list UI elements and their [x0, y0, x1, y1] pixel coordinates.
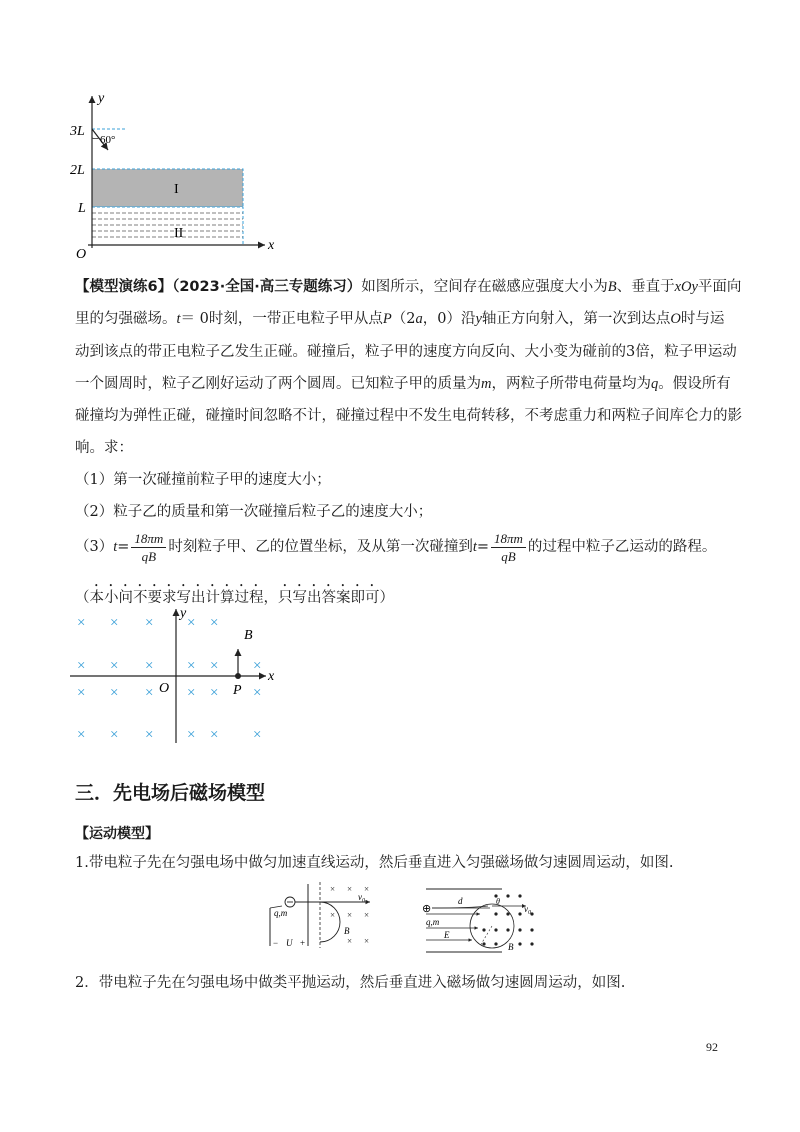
svg-text:×: ×: [210, 615, 219, 631]
svg-text:×: ×: [77, 658, 86, 674]
field-crosses: [77, 615, 261, 743]
svg-text:×: ×: [347, 884, 353, 894]
problem-line-5: 碰撞均为弹性正碰，碰撞时间忽略不计，碰撞过程中不发生电荷转移，不考虑重力和两粒子间库仑力的影: [75, 408, 742, 424]
fraction-time: $\frac{18\pi m}{qB}$: [131, 530, 166, 565]
region-one-label: I: [174, 182, 179, 197]
problem-source: （2023·全国·高三专题练习）: [172, 279, 362, 295]
label-2l: 2L: [70, 163, 85, 178]
svg-text:×: ×: [364, 910, 370, 920]
x-axis-label: x: [268, 238, 275, 253]
svg-text:×: ×: [110, 615, 119, 631]
field-e-label: E: [444, 930, 450, 940]
label-3l: 3L: [70, 124, 85, 139]
svg-text:×: ×: [110, 658, 119, 674]
origin-label: O: [76, 247, 87, 258]
question-1: （1）第一次碰撞前粒子甲的速度大小；: [75, 472, 331, 488]
question-3-note: （本小问不要求写出计算过程，只写出答案即可）: [75, 590, 394, 606]
point-p: [235, 673, 241, 679]
svg-text:×: ×: [210, 727, 219, 743]
svg-text:×: ×: [77, 685, 86, 701]
voltage-label: U: [286, 938, 293, 948]
y-axis-label: y: [98, 91, 105, 106]
figure-layered-field: [70, 88, 290, 258]
region-two-label: II: [174, 226, 184, 241]
svg-text:×: ×: [145, 615, 154, 631]
angle-label: θ: [496, 897, 500, 906]
section-subheading: 【运动模型】: [75, 826, 159, 842]
page-number: 92: [706, 1040, 718, 1054]
svg-text:×: ×: [187, 727, 196, 743]
svg-text:×: ×: [364, 884, 370, 894]
svg-text:×: ×: [347, 910, 353, 920]
section-heading: 三．先电场后磁场模型: [75, 782, 266, 804]
figure-magnetic-field: [70, 603, 285, 748]
svg-text:×: ×: [77, 615, 86, 631]
svg-text:+: +: [300, 938, 306, 948]
velocity-label: $v_0$: [358, 892, 365, 904]
svg-text:×: ×: [364, 936, 370, 946]
svg-text:×: ×: [210, 685, 219, 701]
point-p-label: P: [233, 683, 242, 698]
y-axis-label: y: [180, 606, 187, 621]
field-label: B: [244, 628, 253, 643]
svg-text:×: ×: [110, 727, 119, 743]
particle-icon: ⊕: [422, 903, 432, 915]
problem-line-2: 里的匀强磁场。t＝ 0时刻，一带正电粒子甲从点P（2a，0）沿y轴正方向射入，第一次到达点O时与运: [75, 311, 725, 327]
svg-text:×: ×: [347, 936, 353, 946]
particle-label: q,m: [426, 917, 440, 927]
svg-text:−: −: [273, 938, 279, 948]
svg-text:×: ×: [330, 884, 336, 894]
svg-text:×: ×: [110, 685, 119, 701]
particle-label: q,m: [274, 908, 288, 918]
problem-line-4: 一个圆周时，粒子乙刚好运动了两个圆周。已知粒子甲的质量为m，两粒子所带电荷量均为q。假设所有: [75, 376, 731, 392]
fraction-time-2: $\frac{18\pi m}{qB}$: [491, 530, 526, 565]
distance-label: d: [458, 896, 463, 906]
problem-line-6: 响。求：: [75, 440, 133, 456]
problem-tag: 【模型演练6】: [75, 279, 173, 295]
field-b-label: B: [508, 942, 514, 952]
svg-text:×: ×: [210, 658, 219, 674]
section-item-1: 1.带电粒子先在匀强电场中做匀加速直线运动，然后垂直进入匀强磁场做匀速圆周运动，如图.: [75, 855, 674, 871]
svg-text:×: ×: [253, 685, 262, 701]
question-2: （2）粒子乙的质量和第一次碰撞后粒子乙的速度大小；: [75, 504, 433, 520]
svg-text:×: ×: [187, 658, 196, 674]
velocity-label: $v_0$: [524, 904, 531, 916]
section-item-2: 2．带电粒子先在匀强电场中做类平抛运动，然后垂直进入磁场做匀速圆周运动，如图.: [75, 975, 626, 991]
svg-text:×: ×: [145, 727, 154, 743]
figure-accelerating-field: [260, 880, 385, 950]
svg-text:×: ×: [77, 727, 86, 743]
question-3: （3）t= $\frac{18\pi m}{qB}$ 时刻粒子甲、乙的位置坐标，及从第一次碰撞到t= $\frac{18\pi m}{qB}$ 的过程中粒子乙运动的路程。: [75, 530, 717, 564]
origin-label: O: [159, 681, 170, 696]
svg-text:×: ×: [187, 615, 196, 631]
region-one: [92, 169, 243, 207]
svg-text:×: ×: [253, 658, 262, 674]
problem-line-1: 【模型演练6】（2023·全国·高三专题练习）如图所示，空间存在磁感应强度大小为B、垂直于xOy平面向: [75, 279, 742, 295]
angle-label: 60°: [100, 134, 116, 146]
field-label: B: [344, 926, 350, 936]
svg-text:×: ×: [253, 727, 262, 743]
problem-line-3: 动到该点的带正电粒子乙发生正碰。碰撞后，粒子甲的速度方向反向、大小变为碰前的3倍，粒子甲运动: [75, 344, 737, 360]
svg-text:×: ×: [145, 658, 154, 674]
figure-deflection-field: [420, 884, 540, 956]
x-axis-label: x: [268, 669, 275, 684]
svg-text:×: ×: [187, 685, 196, 701]
svg-text:×: ×: [145, 685, 154, 701]
svg-text:×: ×: [330, 910, 336, 920]
label-l: L: [78, 201, 86, 216]
